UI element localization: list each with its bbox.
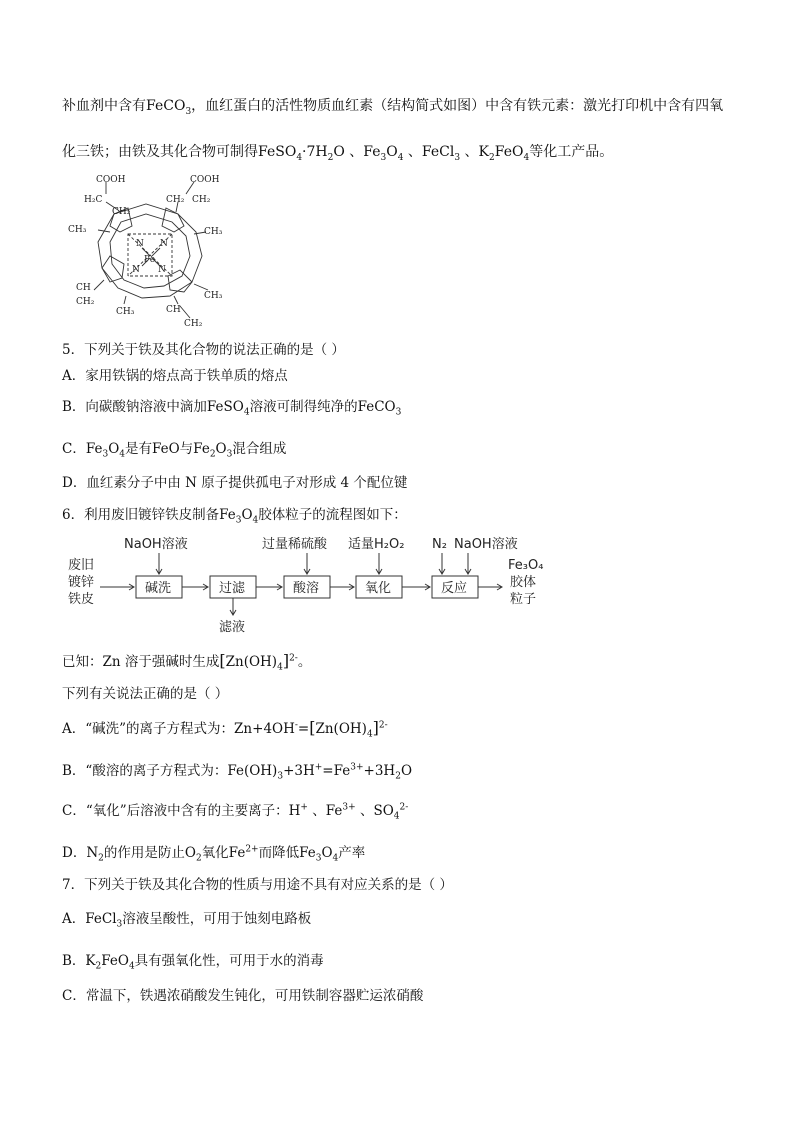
q6-ask: 下列有关说法正确的是（ ） xyxy=(62,686,229,702)
flow-reagent-dilute-h2so4: 过量稀硫酸 xyxy=(262,537,328,552)
flow-filtrate: 滤液 xyxy=(219,620,246,635)
flow-end-line2: 胶体 xyxy=(510,575,537,590)
heme-label-n2: N xyxy=(160,239,168,249)
q7-option-a: A．FeCl$_3$溶液呈酸性，可用于蚀刻电路板 xyxy=(62,911,312,930)
flow-start-line2: 镀锌 xyxy=(68,575,95,590)
intro-line-1: 补血剂中含有FeCO$_3$，血红蛋白的活性物质血红素（结构简式如图）中含有铁元素：激光打印机中含有四氧 xyxy=(62,98,724,117)
flow-box-oxidize-label: 氧化 xyxy=(365,581,392,596)
q5-option-a: A．家用铁锅的熔点高于铁单质的熔点 xyxy=(62,368,288,384)
q5-stem: 5．下列关于铁及其化合物的说法正确的是（ ） xyxy=(62,342,345,358)
flow-start-line1: 废旧 xyxy=(68,558,95,573)
q5-option-b: B．向碳酸钠溶液中滴加FeSO$_4$溶液可制得纯净的FeCO$_3$ xyxy=(62,399,402,418)
heme-label-ch2-right: CH₂ xyxy=(192,195,211,205)
flow-end-line1: Fe₃O₄ xyxy=(508,558,544,573)
heme-structure-diagram xyxy=(66,172,246,332)
q6-option-b: B．“酸溶的离子方程式为：$Fe(OH)_3+3H^+=Fe^{3+}+3H_2O$ xyxy=(62,762,413,782)
process-flow-chart xyxy=(62,533,562,643)
heme-label-fe: Fe xyxy=(144,255,156,265)
flow-start-line3: 铁皮 xyxy=(68,592,95,607)
heme-label-h2c-left: H₂C xyxy=(84,195,103,205)
heme-label-ch3-right: CH₃ xyxy=(204,227,223,237)
flow-reagent-h2o2: 适量H₂O₂ xyxy=(348,537,405,552)
flow-reagent-n2: N₂ xyxy=(432,537,447,552)
flow-end-line3: 粒子 xyxy=(510,592,537,607)
heme-label-n3: N xyxy=(132,265,140,275)
q6-option-a: A．“碱洗”的离子方程式为：$Zn+4OH^-=[Zn(OH)_4]^{2-}$ xyxy=(62,718,388,740)
heme-label-ch2-left: CH₂ xyxy=(112,207,131,217)
flow-box-alkali-wash-label: 碱洗 xyxy=(145,581,172,596)
heme-label-ch2-right-top: CH₂ xyxy=(166,195,185,205)
heme-label-ch3-right-low: CH₃ xyxy=(204,291,223,301)
q7-stem: 7．下列关于铁及其化合物的性质与用途不具有对应关系的是（ ） xyxy=(62,877,453,893)
heme-label-ch-bottom: CH xyxy=(166,305,181,315)
flow-reagent-naoh-2: NaOH溶液 xyxy=(454,537,518,552)
heme-label-ch2-left-low: CH₂ xyxy=(76,297,95,307)
q7-option-b: B．$K_2FeO_4$具有强氧化性，可用于水的消毒 xyxy=(62,953,324,972)
flow-box-react-label: 反应 xyxy=(441,581,468,596)
q7-option-c: C．常温下，铁遇浓硝酸发生钝化，可用铁制容器贮运浓硝酸 xyxy=(62,988,424,1004)
flow-box-acid-dissolve-label: 酸溶 xyxy=(293,581,320,596)
heme-label-ch3-bottom: CH₃ xyxy=(116,307,135,317)
q6-option-c: C．“氧化”后溶液中含有的主要离子：H+ 、$Fe^{3+}$ 、$SO_4^{2-}$ xyxy=(62,802,409,822)
heme-label-ch3-left: CH₃ xyxy=(68,225,87,235)
heme-label-cooh-left: COOH xyxy=(96,175,126,185)
q6-stem: 6．利用废旧镀锌铁皮制备$Fe_3O_4$胶体粒子的流程图如下： xyxy=(62,507,407,526)
q5-option-c: C．$Fe_3O_4$是有FeO与$Fe_2O_3$混合组成 xyxy=(62,441,287,460)
q6-option-d: D．$N_2$的作用是防止$O_2$氧化$Fe^{2+}$而降低$Fe_3O_4$产率 xyxy=(62,844,366,864)
heme-label-n1: N xyxy=(136,239,144,249)
q6-known: 已知：Zn 溶于强碱时生成$[Zn(OH)_4]^{2-}$。 xyxy=(62,651,312,673)
q5-option-d: D．血红素分子中由 N 原子提供孤电子对形成 4 个配位键 xyxy=(62,475,408,491)
heme-label-n4: N xyxy=(158,265,166,275)
heme-label-cooh-right: COOH xyxy=(190,175,220,185)
heme-label-ch-left: CH xyxy=(76,283,91,293)
flow-reagent-naoh-1: NaOH溶液 xyxy=(124,537,188,552)
flow-box-filter-label: 过滤 xyxy=(219,581,246,596)
heme-label-ch2-bottom: CH₂ xyxy=(184,319,203,329)
intro-line-2: 化三铁；由铁及其化合物可制得$FeSO_4\cdot 7H_2O$ 、$Fe_3O_4$ 、FeCl$_3$ 、$K_2FeO_4$等化工产品。 xyxy=(62,144,614,163)
